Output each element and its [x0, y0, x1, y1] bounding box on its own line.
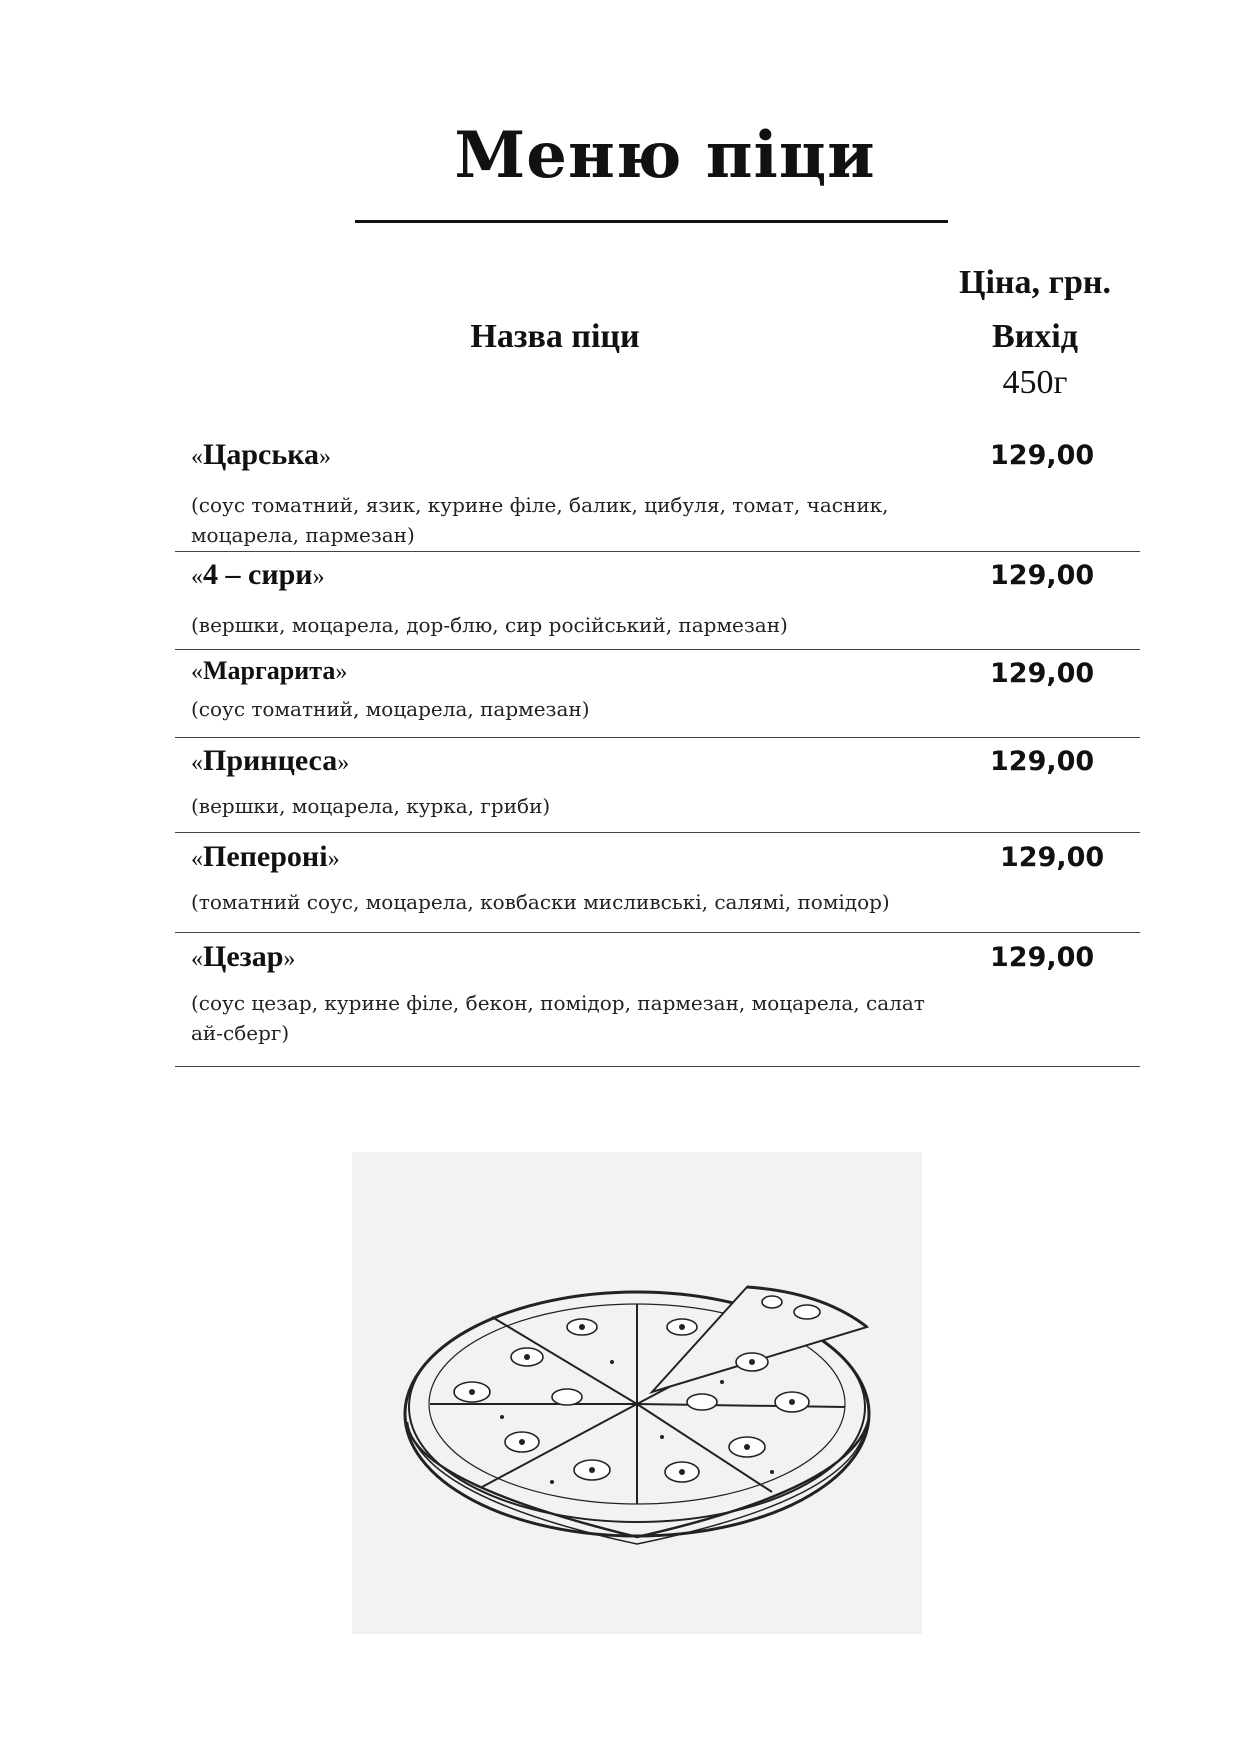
- pizza-price: 129,00: [990, 658, 1095, 689]
- column-header-price: [935, 252, 1135, 406]
- pizza-name: «Пеперoні»: [191, 840, 340, 873]
- pizza-price: 129,00: [990, 440, 1095, 471]
- row-divider: [175, 932, 1140, 933]
- yield-weight: 450г: [1002, 364, 1068, 401]
- pizza-ingredients: (вершки, моцарела, курка, гриби): [191, 794, 551, 818]
- pizza-name: «4 – сири»: [191, 558, 325, 591]
- pizza-ingredients: (соус томатний, моцарела, пармезан): [191, 697, 590, 721]
- yield-header-line: Вихід: [992, 318, 1078, 355]
- row-divider: [175, 1066, 1140, 1067]
- pizza-name: «Цезар»: [191, 940, 296, 973]
- pizza-name: «Царська»: [191, 438, 332, 471]
- page-title: Меню піци: [454, 118, 876, 193]
- row-divider: [175, 832, 1140, 833]
- pizza-illustration-icon: [352, 1152, 922, 1634]
- pizza-price: 129,00: [990, 746, 1095, 777]
- row-divider: [175, 551, 1140, 552]
- pizza-ingredients: (вершки, моцарела, дор-блю, сир російський, пармезан): [191, 613, 788, 637]
- pizza-image: [352, 1152, 922, 1634]
- column-header-name: Назва піци: [470, 318, 640, 355]
- row-divider: [175, 737, 1140, 738]
- pizza-ingredients: (соус томатний, язик, курине філе, балик, цибуля, томат, часник, моцарела, пармезан): [191, 493, 889, 547]
- row-divider: [175, 649, 1140, 650]
- pizza-name: «Маргарита»: [191, 656, 348, 685]
- pizza-price: 129,00: [990, 942, 1095, 973]
- pizza-price: 129,00: [990, 560, 1095, 591]
- title-underline: [355, 220, 948, 223]
- pizza-ingredients: (томатний соус, моцарела, ковбаски мисливські, салямі, помідор): [191, 890, 890, 914]
- pizza-ingredients: (соус цезар, курине філе, бекон, помідор, пармезан, моцарела, салат ай-сберг): [191, 991, 925, 1045]
- pizza-name: «Принцеса»: [191, 744, 350, 777]
- price-header-line: Ціна, грн.: [959, 264, 1111, 301]
- pizza-price: 129,00: [1000, 842, 1105, 873]
